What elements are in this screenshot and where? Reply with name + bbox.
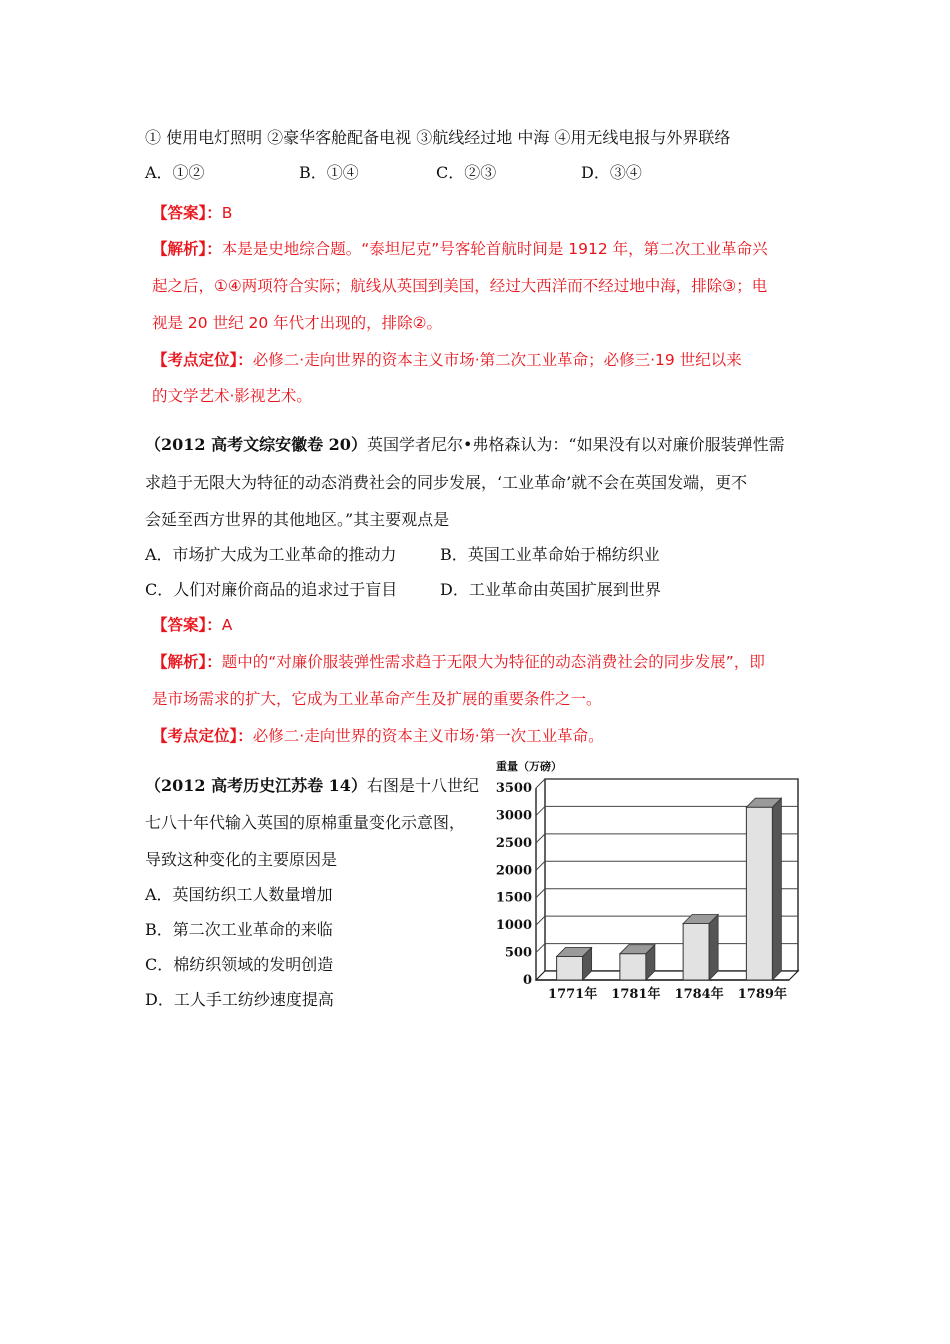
y-tick-label: 1500 [495, 890, 532, 906]
q2-option-b: B．英国工业革命始于棉纺织业 [440, 545, 660, 564]
q1-kaodian-text-1: 必修二·走向世界的资本主义市场·第二次工业革命；必修三·19 世纪以来 [252, 351, 742, 369]
q2-source: （2012 高考文综安徽卷 20） [145, 435, 367, 454]
q3-stem-line-2: 七八十年代输入英国的原棉重量变化示意图， [145, 813, 466, 832]
q3-option-c: C．棉纺织领域的发明创造 [145, 955, 334, 974]
bar [620, 954, 646, 980]
y-tick-label: 3000 [495, 808, 532, 824]
q2-option-c: C．人们对廉价商品的追求过于盲目 [145, 580, 398, 599]
q3-stem-text-1: 右图是十八世纪 [366, 776, 479, 795]
y-tick-label: 2000 [495, 863, 532, 879]
q3-option-a: A．英国纺织工人数量增加 [145, 885, 333, 904]
chart-x-ticks [548, 986, 787, 1002]
q2-option-d: D．工业革命由英国扩展到世界 [440, 580, 661, 599]
q2-kaodian-line-1 [152, 726, 604, 746]
q1-analysis-label: 【解析】： [152, 240, 222, 258]
bar-side [772, 798, 781, 980]
cotton-import-bar-chart [486, 758, 816, 1008]
q3-option-b: B．第二次工业革命的来临 [145, 920, 333, 939]
chart-y-ticks [496, 781, 532, 988]
q1-answer [152, 203, 232, 223]
q1-answer-value: B [221, 204, 233, 222]
q2-answer-value: A [221, 616, 233, 634]
q1-analysis-line-2: 起之后，①④两项符合实际；航线从英国到美国，经过大西洋而不经过地中海，排除③；电 [152, 277, 768, 295]
q1-kaodian-line-1 [152, 350, 742, 370]
q2-option-a: A．市场扩大成为工业革命的推动力 [145, 545, 397, 564]
q2-analysis-line-1 [152, 652, 765, 672]
q2-analysis-line-2: 是市场需求的扩大，它成为工业革命产生及扩展的重要条件之一。 [152, 690, 602, 708]
q1-option-c: C．②③ [436, 163, 497, 182]
q2-stem-text-1: 英国学者尼尔•弗格森认为：“如果没有以对廉价服装弹性需 [366, 435, 785, 454]
q3-stem-line-1 [145, 776, 479, 796]
q2-kaodian-text-1: 必修二·走向世界的资本主义市场·第一次工业革命。 [252, 727, 604, 745]
y-tick-label: 0 [522, 973, 532, 988]
q1-analysis-line-3: 视是 20 世纪 20 年代才出现的，排除②。 [152, 314, 443, 332]
x-tick-label: 1781年 [611, 987, 661, 1002]
q1-answer-label: 【答案】： [152, 204, 222, 222]
chart-gridline-side [536, 916, 545, 925]
q1-statements: ① 使用电灯照明 ②豪华客舱配备电视 ③航线经过地 中海 ④用无线电报与外界联络 [145, 128, 731, 147]
bar [683, 923, 709, 980]
chart-gridline-side [536, 944, 545, 953]
chart-gridline-side [536, 779, 545, 788]
q2-stem-line-1 [145, 435, 785, 455]
q1-kaodian-line-2: 的文学艺术·影视艺术。 [152, 387, 312, 405]
q1-analysis-line-1 [152, 239, 768, 259]
q2-answer [152, 615, 232, 635]
q1-option-d: D．③④ [581, 163, 642, 182]
q2-analysis-label: 【解析】： [152, 653, 222, 671]
q3-stem-line-3: 导致这种变化的主要原因是 [145, 850, 338, 869]
q2-stem-line-2: 求趋于无限大为特征的动态消费社会的同步发展，‘工业革命’就不会在英国发端，更不 [145, 473, 748, 492]
y-tick-label: 1000 [495, 918, 532, 934]
x-tick-label: 1784年 [674, 987, 724, 1002]
bar-side [709, 914, 718, 980]
q1-analysis-text-1: 本是是史地综合题。“泰坦尼克”号客轮首航时间是 1912 年，第二次工业革命兴 [221, 240, 768, 258]
chart-gridline-side [536, 861, 545, 870]
chart-gridline-side [536, 834, 545, 843]
q3-option-d: D．工人手工纺纱速度提高 [145, 990, 334, 1009]
q2-stem-line-3: 会延至西方世界的其他地区。”其主要观点是 [145, 510, 450, 529]
bar [557, 956, 583, 980]
y-tick-label: 2500 [495, 835, 532, 851]
q2-answer-label: 【答案】： [152, 616, 222, 634]
q1-kaodian-label: 【考点定位】： [152, 351, 253, 369]
chart-gridline-side [536, 806, 545, 815]
q2-kaodian-label: 【考点定位】： [152, 727, 253, 745]
y-tick-label: 500 [504, 945, 532, 961]
chart-ylabel: 重量（万磅） [496, 760, 562, 773]
bar [746, 807, 772, 980]
chart-gridline-side [536, 889, 545, 898]
q1-option-a: A．①② [145, 163, 205, 182]
q3-source: （2012 高考历史江苏卷 14） [145, 776, 367, 795]
q1-option-b: B．①④ [299, 163, 359, 182]
x-tick-label: 1789年 [737, 987, 787, 1002]
q2-analysis-text-1: 题中的“对廉价服装弹性需求趋于无限大为特征的动态消费社会的同步发展”，即 [221, 653, 765, 671]
x-tick-label: 1771年 [548, 987, 598, 1002]
y-tick-label: 3500 [495, 781, 532, 796]
